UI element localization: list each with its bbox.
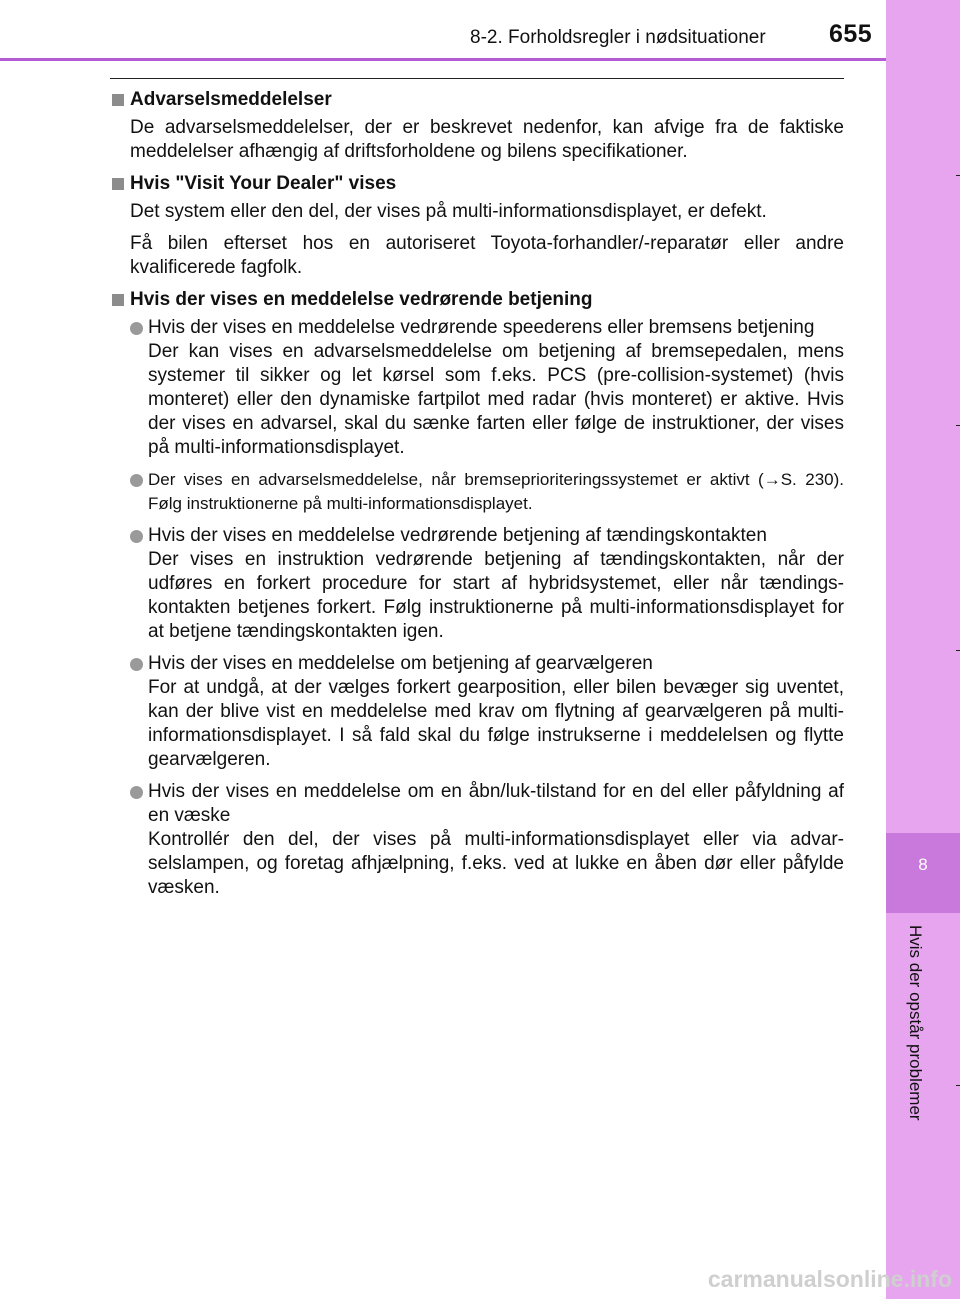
square-bullet-icon — [112, 178, 124, 190]
circle-bullet-icon — [130, 786, 143, 799]
watermark: carmanualsonline.info — [707, 1266, 952, 1292]
bullet-title: Der vises en advarselsmeddelelse, når bremseprioriteringssystemet er aktivt (→S. 230). Følg instruktionerne på multi-informationsdisplayet. — [148, 470, 844, 513]
margin-tick — [956, 425, 960, 426]
square-bullet-icon — [112, 94, 124, 106]
chapter-number: 8 — [918, 855, 928, 874]
page-content — [110, 88, 844, 908]
bullet-text: Der vises en instruktion vedrørende betjening af tændingskontakten, når der udføres en forkert procedure for start af hybridsystemet, eller når tændingskontakten betjenes forkert. Følg instruktionerne på multi-informationsdisplayet for at betjene tændingskontakten igen. — [148, 549, 844, 642]
bullet-title: Hvis der vises en meddelelse vedrørende betjening af tændingskontakten — [148, 525, 767, 546]
paragraph: De advarselsmeddelelser, der er beskrevet nedenfor, kan afvige fra de faktiske meddelelser afhængig af driftsforholdene og bilens specifikationer. — [130, 117, 844, 162]
square-bullet-icon — [112, 294, 124, 306]
bullet-item — [110, 652, 844, 772]
bullet-item — [110, 316, 844, 460]
bullet-text: Der kan vises en advarselsmeddelelse om betjening af bremsepedalen, mens systemer til sikker og let kørsel som f.eks. PCS (pre-collision-systemet) (hvis monteret) eller den dynamiske fartpilot med radar (hvis monteret) er aktive. Hvis der vises en advarsel, skal du sænke farten eller følge de instruktioner, der vises på multi-informationsdisplayet. — [148, 341, 844, 458]
chapter-title: Hvis der opstår problemer — [906, 925, 925, 1121]
bullet-text: For at undgå, at der vælges forkert gearposition, eller bilen bevæger sig uventet, kan der blive vist en meddelelse med krav om flytning af gearvælgeren på multi-informationsdisplayet. I så fald skal du følge instrukserne i meddelelsen og flytte gearvælgeren. — [148, 677, 844, 770]
margin-tick — [956, 650, 960, 651]
content-top-rule — [110, 78, 844, 79]
section-header: 8-2. Forholdsregler i nødsituationer — [470, 27, 766, 48]
paragraph: Få bilen efterset hos en autoriseret Toyota-forhandler/-reparatør eller andre kvalificerede fagfolk. — [130, 233, 844, 278]
margin-tick — [956, 175, 960, 176]
bullet-title: Hvis der vises en meddelelse om betjening af gearvælgeren — [148, 653, 653, 674]
paragraph: Det system eller den del, der vises på multi-informationsdisplayet, er defekt. — [130, 201, 767, 222]
section-heading: Advarselsmeddelelser — [110, 88, 844, 112]
section-heading: Hvis "Visit Your Dealer" vises — [110, 172, 844, 196]
bullet-item — [110, 524, 844, 644]
header-rule — [0, 58, 886, 61]
margin-tick — [956, 1085, 960, 1086]
section-operation-messages — [110, 288, 844, 900]
circle-bullet-icon — [130, 530, 143, 543]
section-heading: Hvis der vises en meddelelse vedrørende betjening — [110, 288, 844, 312]
page-number: 655 — [829, 20, 873, 48]
bullet-item — [110, 780, 844, 900]
section-visit-your-dealer — [110, 172, 844, 280]
bullet-text: Kontrollér den del, der vises på multi-informationsdisplayet eller via advarselslampen, og foretag afhjælpning, f.eks. ved at lukke en åben dør eller påfylde væsken. — [148, 829, 844, 898]
circle-bullet-icon — [130, 658, 143, 671]
bullet-title: Hvis der vises en meddelelse vedrørende speederens eller bremsens betjening — [148, 317, 815, 338]
circle-bullet-icon — [130, 322, 143, 335]
circle-bullet-icon — [130, 474, 143, 487]
bullet-title: Hvis der vises en meddelelse om en åbn/luk-tilstand for en del eller påfyldning af en væske — [148, 781, 844, 826]
bullet-item — [110, 468, 844, 516]
section-warning-messages — [110, 88, 844, 164]
chapter-box — [886, 833, 960, 913]
